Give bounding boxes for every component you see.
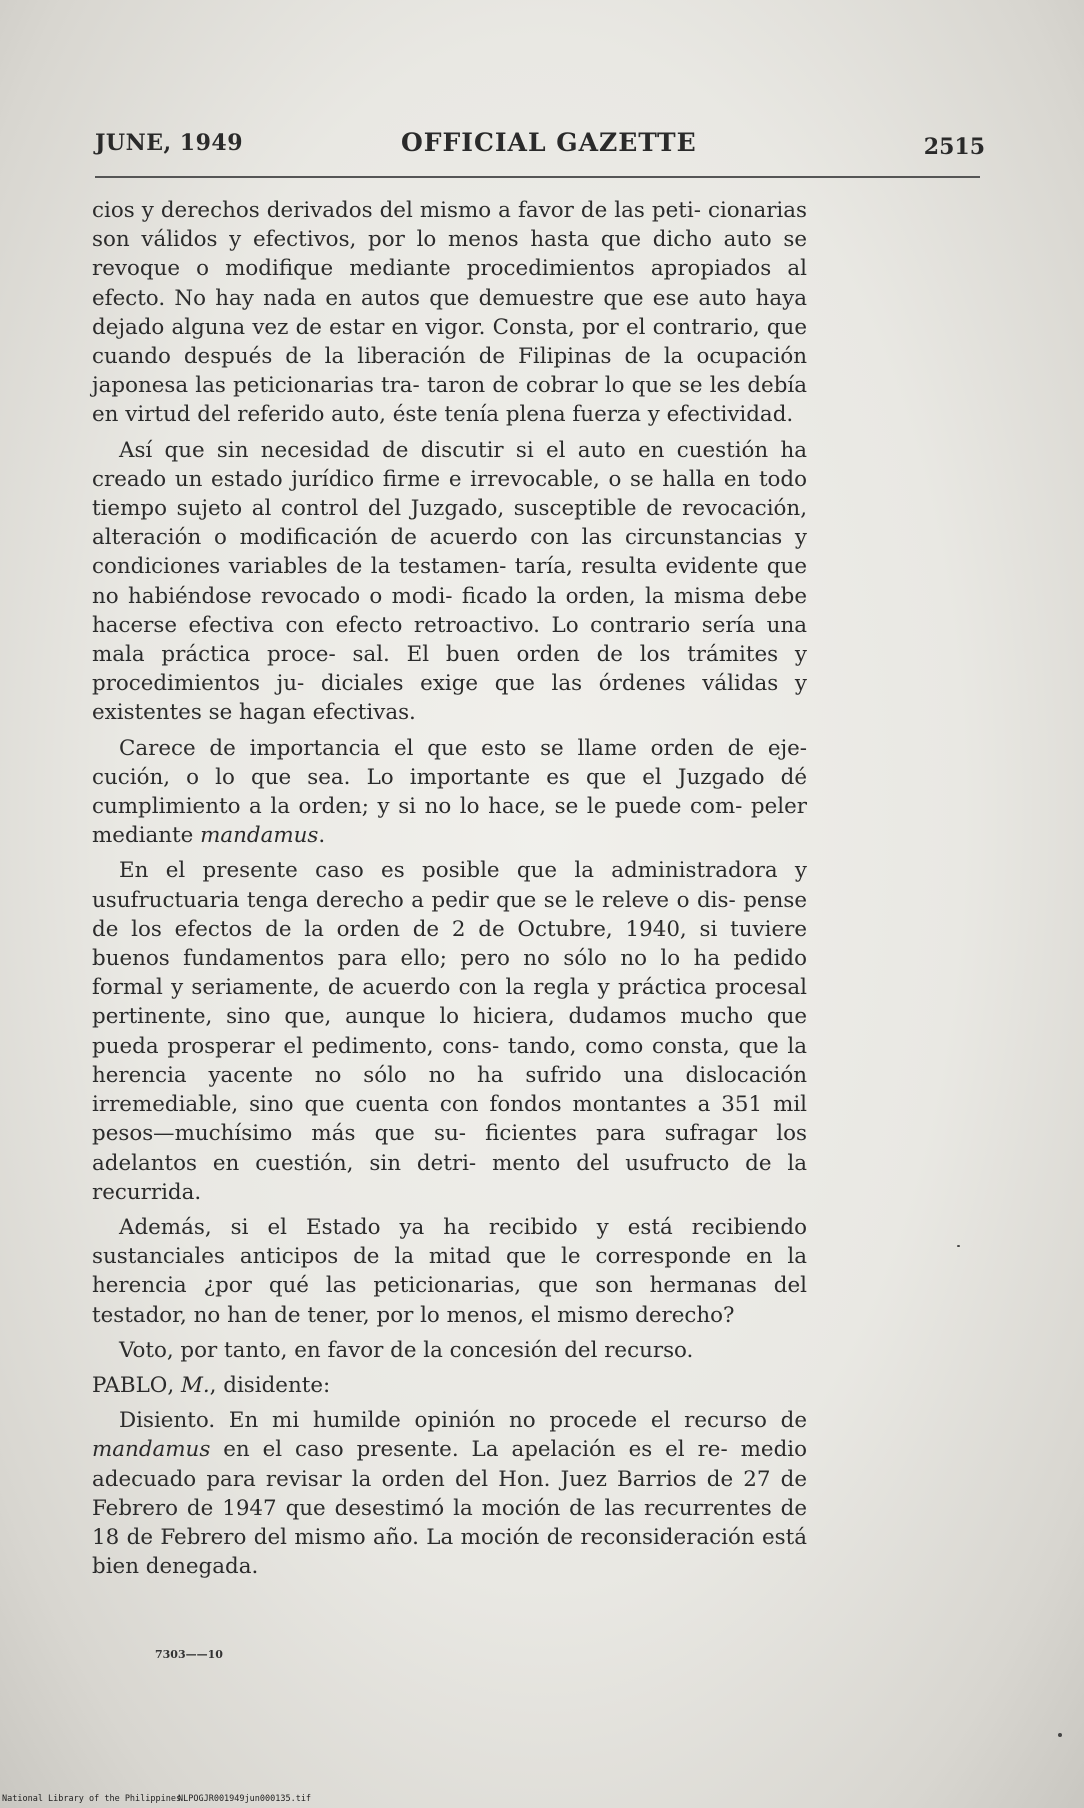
- footer-library: National Library of the Philippines: [2, 1794, 182, 1804]
- dissent-label: , disidente:: [209, 1372, 331, 1398]
- scan-speck: [1058, 1733, 1062, 1737]
- paragraph-2: Así que sin necesidad de discutir si el auto en cuestión ha creado un estado jurídico firme e irrevocable, o se halla en todo tiempo sujeto al control del Juzgado, susceptible de revocación, alteración o modificación de acuerdo con las circunstancias y condiciones variables de la testamen- taría, resulta evidente que no habiéndose revocado o modi- ficado la orden, la misma debe hacerse efectiva con efecto retroactivo. Lo contrario sería una mala práctica proce- sal. El buen orden de los trámites y procedimientos ju- diciales exige que las órdenes válidas y existentes se hagan efectivas.: [92, 437, 807, 726]
- header-title: OFFICIAL GAZETTE: [401, 128, 697, 157]
- dissent-name: PABLO: [92, 1372, 168, 1398]
- mandamus-italic-2: mandamus: [92, 1437, 211, 1463]
- paragraph-6: Voto, por tanto, en favor de la concesión del recurso.: [119, 1337, 694, 1363]
- dissent-title: M.: [180, 1372, 210, 1398]
- scan-footer: [0, 1792, 1084, 1808]
- print-code: 7303——10: [155, 1648, 223, 1661]
- paragraph-5: Además, si el Estado ya ha recibido y está recibiendo sustanciales anticipos de la mitad que le corresponde en la herencia ¿por qué las peticionarias, que son hermanas del testador, no han de tener, por lo menos, el mismo derecho?: [92, 1214, 807, 1328]
- body-text: [92, 196, 807, 1587]
- page-header: [95, 130, 985, 170]
- header-date: JUNE, 1949: [95, 130, 244, 156]
- paragraph-1: cios y derechos derivados del mismo a favor de las peti- cionarias son válidos y efectivos, por lo menos hasta que dicho auto se revoque o modifique mediante procedimientos apropiados al efecto. No hay nada en autos que demuestre que ese auto haya dejado alguna vez de estar en vigor. Consta, por el contrario, que cuando después de la liberación de Filipinas de la ocupación japonesa las peticionarias tra- taron de cobrar lo que se les debía en virtud del referido auto, éste tenía plena fuerza y efectividad.: [92, 198, 807, 428]
- paragraph-4: En el presente caso es posible que la administradora y usufructuaria tenga derecho a pedir que se le releve o dis- pense de los efectos de la orden de 2 de Octubre, 1940, si tuviere buenos fundamentos para ello; pero no sólo no lo ha pedido formal y seriamente, de acuerdo con la regla y práctica procesal pertinente, sino que, aunque lo hiciera, dudamos mucho que pueda prosperar el pedimento, cons- tando, como consta, que la herencia yacente no sólo no ha sufrido una dislocación irremediable, sino que cuenta con fondos montantes a 351 mil pesos—muchísimo más que su- ficientes para sufragar los adelantos en cuestión, sin detri- mento del usufructo de la recurrida.: [92, 858, 807, 1205]
- paragraph-3: Carece de importancia el que esto se llame orden de eje- cución, o lo que sea. Lo importante es que el Juzgado dé cumplimiento a la orden; y si no lo hace, se le puede com- peler mediante mandamus.: [92, 735, 807, 849]
- dissent-byline: PABLO, M., disidente:: [92, 1372, 331, 1398]
- page-number: 2515: [923, 134, 985, 160]
- scan-speck: [957, 1245, 960, 1247]
- header-rule: [95, 176, 980, 178]
- footer-file: NLPOGJR001949jun000135.tif: [178, 1794, 312, 1804]
- dissent-paragraph: Disiento. En mi humilde opinión no procede el recurso de mandamus en el caso presente. La apelación es el re- medio adecuado para revisar la orden del Hon. Juez Barrios de 27 de Febrero de 1947 que desestimó la moción de las recurrentes de 18 de Febrero del mismo año. La moción de reconsideración está bien denegada.: [92, 1408, 807, 1580]
- mandamus-italic: mandamus: [200, 823, 319, 849]
